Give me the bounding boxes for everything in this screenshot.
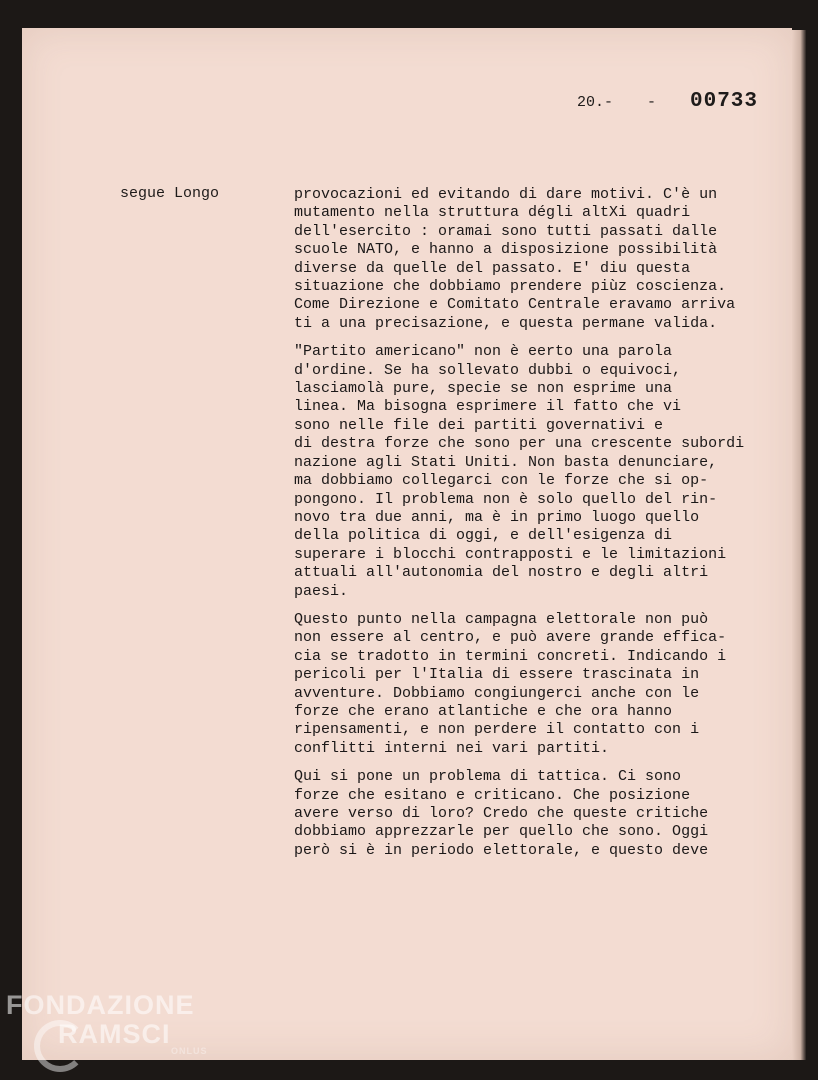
text-line: situazione che dobbiamo prendere piùz coscienza. xyxy=(294,278,727,296)
fondazione-gramsci-watermark xyxy=(6,990,208,1056)
text-line: attuali all'autonomia del nostro e degli altri xyxy=(294,564,709,582)
text-line: di destra forze che sono per una crescente subordi xyxy=(294,435,745,453)
text-line: non essere al centro, e può avere grande effica- xyxy=(294,629,727,647)
watermark-line1: FONDAZIONE xyxy=(6,990,195,1020)
text-line: Qui si pone un problema di tattica. Ci sono xyxy=(294,768,682,786)
document-code: 00733 xyxy=(689,90,758,113)
body-text xyxy=(294,186,774,870)
text-line: conflitti interni nei vari partiti. xyxy=(294,739,610,757)
text-line: mutamento nella struttura dégli altXi quadri xyxy=(294,204,691,222)
text-line: sono nelle file dei partiti governativi e xyxy=(294,416,664,434)
text-line: d'ordine. Se ha sollevato dubbi o equivoci, xyxy=(294,361,682,379)
text-line: nazione agli Stati Uniti. Non basta denunciare, xyxy=(294,453,718,471)
text-line: avventure. Dobbiamo congiungerci anche con le xyxy=(294,684,700,702)
text-line: però si è in periodo elettorale, e questo deve xyxy=(294,841,709,859)
paragraph xyxy=(294,343,774,601)
paragraph xyxy=(294,186,774,333)
page-edge xyxy=(792,30,806,1060)
text-line: Questo punto nella campagna elettorale non può xyxy=(294,610,709,628)
text-line: provocazioni ed evitando di dare motivi. C'è un xyxy=(294,186,718,203)
page-header xyxy=(577,90,758,113)
text-line: diverse da quelle del passato. E' diu questa xyxy=(294,259,691,277)
page-number: 20.- xyxy=(576,94,613,111)
text-line: superare i blocchi contrapposti e le limitazioni xyxy=(294,545,727,563)
text-line: forze che esitano e criticano. Che posizione xyxy=(294,786,691,804)
text-line: lasciamolà pure, specie se non esprime una xyxy=(294,380,673,398)
speaker-note: segue Longo xyxy=(120,185,220,202)
text-line: pongono. Il problema non è solo quello del rin- xyxy=(294,490,718,508)
watermark-line2: RAMSCI xyxy=(58,1019,171,1049)
paragraph xyxy=(294,768,774,860)
text-line: dell'esercito : oramai sono tutti passati dalle xyxy=(294,222,718,240)
text-line: ripensamenti, e non perdere il contatto con i xyxy=(294,721,700,739)
text-line: forze che erano atlantiche e che ora hanno xyxy=(294,702,673,720)
text-line: novo tra due anni, ma è in primo luogo quello xyxy=(294,508,700,526)
text-line: "Partito americano" non è eerto una parola xyxy=(294,343,673,361)
paragraph xyxy=(294,611,774,758)
text-line: paesi. xyxy=(294,582,349,600)
text-line: Come Direzione e Comitato Centrale eravamo arriva xyxy=(294,296,736,314)
text-line: dobbiamo apprezzarle per quello che sono. Oggi xyxy=(294,823,709,841)
text-line: pericoli per l'Italia di essere trascinata in xyxy=(294,666,700,684)
header-dash: - xyxy=(646,94,656,111)
text-line: avere verso di loro? Credo che queste critiche xyxy=(294,805,709,822)
g-logo-icon xyxy=(34,1020,86,1072)
text-line: linea. Ma bisogna esprimere il fatto che vi xyxy=(294,398,682,416)
watermark-sub: ONLUS xyxy=(171,1046,208,1056)
text-line: cia se tradotto in termini concreti. Indicando i xyxy=(294,647,727,665)
text-line: della politica di oggi, e dell'esigenza di xyxy=(294,527,673,545)
text-line: ti a una precisazione, e questa permane valida. xyxy=(294,314,718,332)
text-line: ma dobbiamo collegarci con le forze che si op- xyxy=(294,472,709,490)
text-line: scuole NATO, e hanno a disposizione possibilità xyxy=(294,241,718,259)
